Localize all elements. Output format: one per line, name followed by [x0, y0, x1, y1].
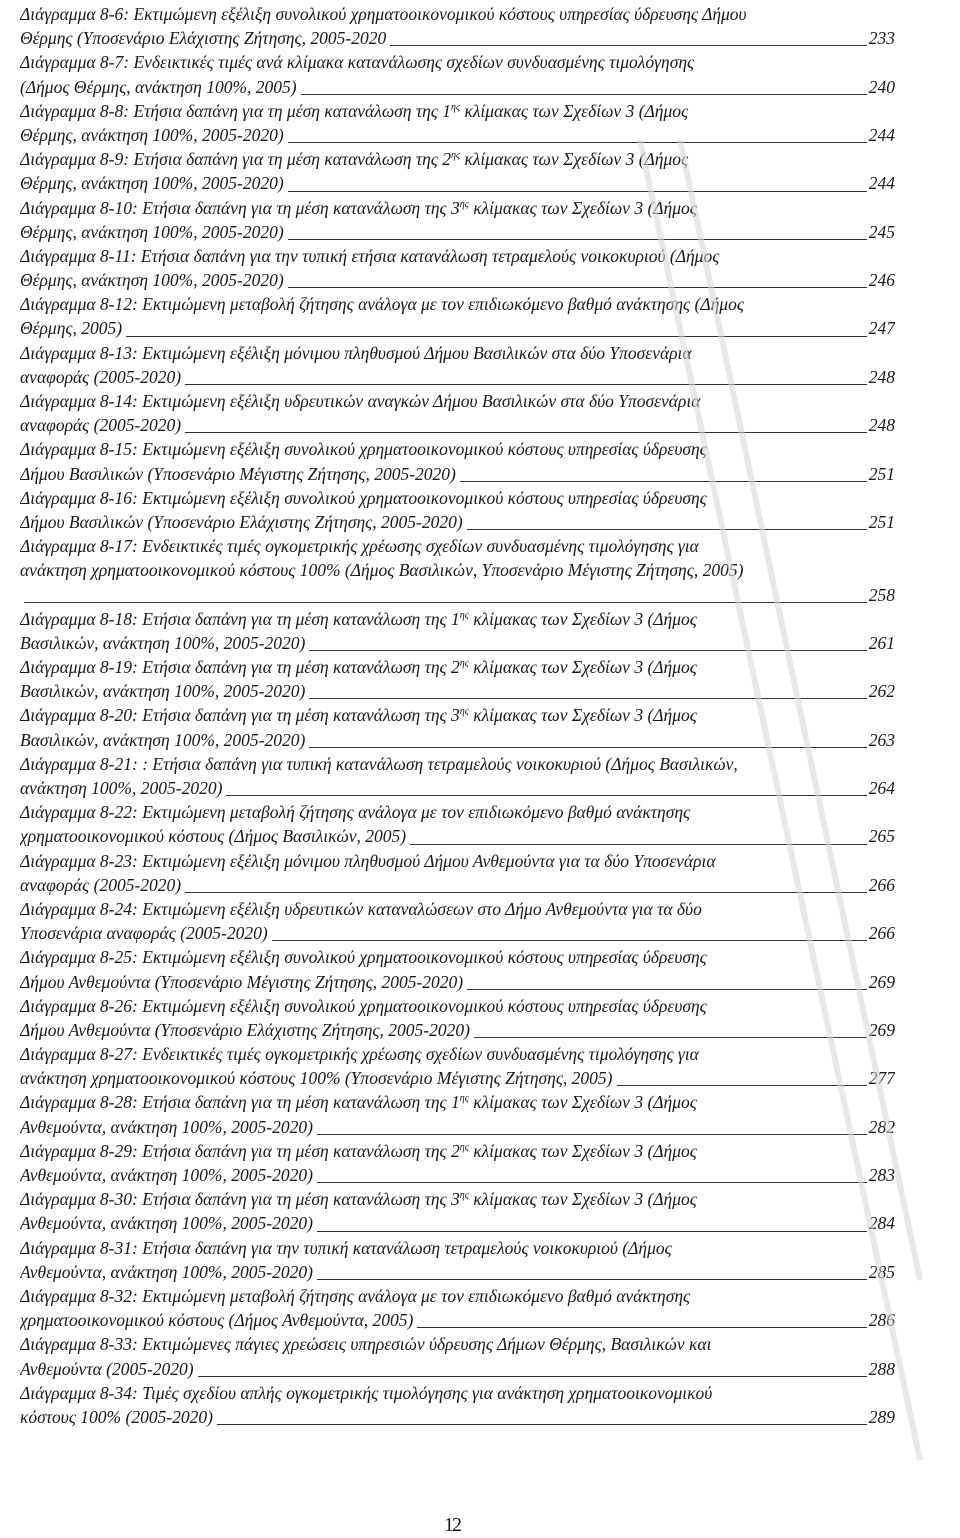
toc-entry-text: Ανθεμούντα, ανάκτηση 100%, 2005-2020) [20, 1116, 313, 1137]
toc-entry[interactable] [20, 196, 895, 244]
toc-entry-text: Διάγραμμα 8-31: Ετήσια δαπάνη για την τυπική κατανάλωση τετραμελούς νοικοκυριού (Δήμος [20, 1237, 672, 1258]
toc-page-number: 277 [868, 1068, 895, 1089]
toc-entry-text: Δήμου Ανθεμούντα (Υποσενάριο Ελάχιστης Ζήτησης, 2005-2020) [20, 1019, 470, 1040]
leader-line [617, 1085, 867, 1086]
toc-entry-text: Ανθεμούντα, ανάκτηση 100%, 2005-2020) [20, 1165, 313, 1185]
leader-line [288, 239, 867, 240]
toc-entry-text: (Δήμος Θέρμης, ανάκτηση 100%, 2005) [20, 76, 297, 97]
toc-entry-text: Θέρμης, ανάκτηση 100%, 2005-2020) [20, 124, 284, 145]
toc-entry[interactable] [20, 607, 895, 655]
toc-entry-text: Διάγραμμα 8-8: Ετήσια δαπάνη για τη μέση κατανάλωση της 1 [20, 100, 452, 121]
toc-entry-last-line [20, 1260, 895, 1284]
ordinal-superscript: ης [459, 658, 469, 670]
toc-entry-last-line [20, 873, 895, 897]
toc-entry-text: Διάγραμμα 8-11: Ετήσια δαπάνη για την τυπική ετήσια κατανάλωση τετραμελούς νοικοκυριού (Δήμος [20, 245, 720, 266]
toc-entry[interactable] [20, 1042, 895, 1090]
toc-entry[interactable] [20, 244, 895, 292]
toc-entry-last-line [20, 462, 895, 486]
toc-entry-text: Δήμου Βασιλικών (Υποσενάριο Μέγιστης Ζήτησης, 2005-2020) [20, 463, 456, 484]
toc-entry-last-line [20, 1405, 895, 1429]
toc-page-number: 288 [868, 1358, 895, 1379]
toc-entry-line [20, 703, 895, 727]
toc-entry[interactable] [20, 994, 895, 1042]
leader-line [309, 698, 866, 699]
leader-line [467, 529, 867, 530]
toc-entry-last-line [20, 268, 895, 292]
toc-page-number: 262 [868, 681, 895, 702]
leader-line [272, 940, 867, 941]
toc-entry-last-line [20, 1018, 895, 1042]
toc-entry[interactable] [20, 437, 895, 485]
toc-entry[interactable] [20, 1381, 895, 1429]
toc-entry-text: αναφοράς (2005-2020) [20, 415, 182, 436]
toc-page-number: 289 [868, 1406, 895, 1427]
toc-entry-text: Διάγραμμα 8-26: Εκτιμώμενη εξέλιξη συνολικού χρηματοοικονομικού κόστους υπηρεσίας ύδρευσης [20, 995, 707, 1016]
toc-entry[interactable] [20, 99, 895, 147]
toc-entry-text: Διάγραμμα 8-30: Ετήσια δαπάνη για τη μέση κατανάλωση της 3 [20, 1189, 460, 1210]
toc-page-number: 282 [868, 1116, 895, 1137]
ordinal-superscript: ης [459, 1190, 469, 1202]
ordinal-superscript: ης [459, 1093, 469, 1105]
toc-entry-text-cont: κλίμακας των Σχεδίων 3 (Δήμος [468, 608, 697, 629]
toc-entry-text: Δήμου Ανθεμούντα (Υποσενάριο Μέγιστης Ζήτησης, 2005-2020) [20, 971, 464, 992]
toc-entry-line [20, 147, 895, 171]
toc-entry-last-line [20, 679, 895, 703]
toc-entry-last-line [20, 1163, 895, 1187]
toc-entry[interactable] [20, 1187, 895, 1235]
leader-line [226, 795, 866, 796]
toc-entry-last-line [20, 1308, 895, 1332]
toc-entry-text: Διάγραμμα 8-29: Ετήσια δαπάνη για τη μέση κατανάλωση της 2 [20, 1140, 460, 1161]
toc-entry[interactable] [20, 1090, 895, 1138]
toc-entry-last-line [20, 510, 895, 534]
toc-entry-last-line [20, 1066, 895, 1090]
toc-entry-last-line [20, 413, 895, 437]
toc-page-number: 240 [868, 76, 895, 97]
toc-entry-text: Διάγραμμα 8-25: Εκτιμώμενη εξέλιξη συνολικού χρηματοοικονομικού κόστους υπηρεσίας ύδρευσης [20, 947, 707, 968]
toc-entry-text: ανάκτηση χρηματοοικονομικού κόστους 100% (Δήμος Βασιλικών, Υποσενάριο Μέγιστης Ζήτησης, 2005) [20, 560, 744, 581]
leader-line [126, 336, 867, 337]
toc-page-number: 284 [868, 1213, 895, 1234]
ordinal-superscript: ης [459, 1141, 469, 1153]
toc-page-number: 266 [868, 923, 895, 944]
leader-line [185, 432, 867, 433]
toc-entry-last-line [20, 171, 895, 195]
toc-entry-text: ανάκτηση χρηματοοικονομικού κόστους 100% (Υποσενάριο Μέγιστης Ζήτησης, 2005) [20, 1068, 613, 1089]
toc-entry-last-line [20, 1211, 895, 1235]
toc-entry[interactable] [20, 655, 895, 703]
toc-entry-text: Διάγραμμα 8-28: Ετήσια δαπάνη για τη μέση κατανάλωση της 1 [20, 1092, 460, 1113]
toc-entry-text: Υποσενάρια αναφοράς (2005-2020) [20, 923, 268, 944]
toc-page-number: 269 [868, 1019, 895, 1040]
toc-entry-line [20, 1042, 895, 1066]
toc-entry[interactable] [20, 1236, 895, 1284]
toc-entry-text: Θέρμης (Υποσενάριο Ελάχιστης Ζήτησης, 2005-2020 [20, 28, 387, 49]
toc-entry-text: Διάγραμμα 8-10: Ετήσια δαπάνη για τη μέση κατανάλωση της 3 [20, 197, 460, 218]
toc-entry-line [20, 1381, 895, 1405]
toc-entry-line [20, 800, 895, 824]
toc-entry-text: Διάγραμμα 8-34: Τιμές σχεδίου απλής ογκομετρικής τιμολόγησης για ανάκτηση χρηματοοικονομικού [20, 1382, 713, 1403]
toc-entry-line [20, 1090, 895, 1114]
toc-page-number: 285 [868, 1261, 895, 1282]
toc-entry-last-line [20, 728, 895, 752]
toc-entry-text-cont: κλίμακας των Σχεδίων 3 (Δήμος [468, 197, 697, 218]
toc-page-number: 248 [868, 366, 895, 387]
toc-entry-line [20, 1332, 895, 1356]
toc-entry-text: Ανθεμούντα, ανάκτηση 100%, 2005-2020) [20, 1261, 313, 1282]
toc-entry-text: Διάγραμμα 8-33: Εκτιμώμενες πάγιες χρεώσεις υπηρεσιών ύδρευσης Δήμων Θέρμης, Βασιλικών και [20, 1334, 712, 1355]
leader-line [460, 481, 867, 482]
toc-entry-text: χρηματοοικονομικού κόστους (Δήμος Βασιλικών, 2005) [20, 826, 407, 847]
toc-entry-text: Διάγραμμα 8-24: Εκτιμώμενη εξέλιξη υδρευτικών καταναλώσεων στο Δήμο Ανθεμούντα για τα δύο [20, 898, 702, 919]
toc-entry[interactable] [20, 1284, 895, 1332]
leader-line [301, 94, 867, 95]
toc-entry-line [20, 655, 895, 679]
toc-entry-line [20, 945, 895, 969]
toc-entry-text: Διάγραμμα 8-9: Ετήσια δαπάνη για τη μέση κατανάλωση της 2 [20, 149, 452, 170]
toc-entry-last-line [20, 970, 895, 994]
toc-page-number: 245 [868, 221, 895, 242]
toc-entry[interactable] [20, 2, 895, 50]
toc-entry[interactable] [20, 849, 895, 897]
toc-page-number: 246 [868, 270, 895, 291]
list-of-figures [20, 2, 895, 1429]
toc-entry-text: Βασιλικών, ανάκτηση 100%, 2005-2020) [20, 632, 306, 653]
toc-entry-line [20, 897, 895, 921]
leader-line [288, 287, 867, 288]
toc-entry-line [20, 1284, 895, 1308]
toc-entry[interactable] [20, 752, 895, 800]
page-number: 12 [444, 1514, 460, 1536]
toc-entry-text: Διάγραμμα 8-23: Εκτιμώμενη εξέλιξη μόνιμου πληθυσμού Δήμου Ανθεμούντα για τα δύο Υποσενάρια [20, 850, 716, 871]
toc-entry-text: Διάγραμμα 8-6: Εκτιμώμενη εξέλιξη συνολικού χρηματοοικονομικού κόστους υπηρεσίας ύδρευσης Δήμου [20, 4, 747, 24]
toc-entry-line [20, 558, 895, 582]
toc-page-number: 286 [868, 1310, 895, 1331]
toc-page-number: 283 [868, 1165, 895, 1185]
toc-entry-line [20, 2, 895, 26]
toc-page-number: 244 [868, 124, 895, 145]
toc-entry-text: Διάγραμμα 8-17: Ενδεικτικές τιμές ογκομετρικής χρέωσης σχεδίων συνδυασμένης τιμολόγησης για [20, 536, 699, 557]
toc-entry-line [20, 50, 895, 74]
toc-entry-text: ανάκτηση 100%, 2005-2020) [20, 778, 223, 798]
toc-entry[interactable] [20, 1332, 895, 1380]
toc-page-number: 247 [868, 318, 895, 339]
toc-entry-text-cont: κλίμακας των Σχεδίων 3 (Δήμος [460, 149, 689, 170]
toc-entry[interactable] [20, 897, 895, 945]
toc-entry[interactable] [20, 800, 895, 848]
leader-line [410, 844, 867, 845]
toc-entry-last-line [20, 776, 895, 800]
leader-line [198, 1376, 867, 1377]
toc-entry-line [20, 607, 895, 631]
toc-page-number: 266 [868, 874, 895, 895]
toc-entry-last-line [20, 1115, 895, 1139]
leader-line [317, 1182, 867, 1183]
toc-entry-text: Διάγραμμα 8-7: Ενδεικτικές τιμές ανά κλίμακα κατανάλωσης σχεδίων συνδυασμένης τιμολόγησης [20, 52, 695, 73]
toc-entry-text: Διάγραμμα 8-27: Ενδεικτικές τιμές ογκομετρικής χρέωσης σχεδίων συνδυασμένης τιμολόγησης για [20, 1044, 699, 1065]
toc-entry-line [20, 341, 895, 365]
toc-entry-text: Θέρμης, ανάκτηση 100%, 2005-2020) [20, 270, 284, 291]
toc-entry-line [20, 1187, 895, 1211]
toc-entry[interactable] [20, 50, 895, 98]
toc-entry-last-line [20, 824, 895, 848]
toc-entry-text: Διάγραμμα 8-13: Εκτιμώμενη εξέλιξη μόνιμου πληθυσμού Δήμου Βασιλικών στα δύο Υποσενάρια [20, 342, 692, 363]
toc-entry-last-line [20, 123, 895, 147]
toc-entry-text: αναφοράς (2005-2020) [20, 874, 182, 895]
toc-entry-text: Δήμου Βασιλικών (Υποσενάριο Ελάχιστης Ζήτησης, 2005-2020) [20, 511, 463, 532]
toc-entry-last-line [20, 75, 895, 99]
toc-entry-text: Ανθεμούντα, ανάκτηση 100%, 2005-2020) [20, 1213, 313, 1234]
toc-entry-line [20, 486, 895, 510]
toc-entry-text: Διάγραμμα 8-21: : Ετήσια δαπάνη για τυπική κατανάλωση τετραμελούς νοικοκυριού (Δήμος Βασιλικών, [20, 753, 738, 774]
toc-entry-text-cont: κλίμακας των Σχεδίων 3 (Δήμος [468, 1140, 697, 1161]
toc-entry[interactable] [20, 534, 895, 607]
toc-entry-line [20, 437, 895, 461]
ordinal-superscript: ης [459, 198, 469, 210]
toc-entry-text-cont: κλίμακας των Σχεδίων 3 (Δήμος [468, 705, 697, 726]
toc-entry-text: Διάγραμμα 8-22: Εκτιμώμενη μεταβολή ζήτησης ανάλογα με τον επιδιωκόμενο βαθμό ανάκτησης [20, 802, 691, 823]
toc-entry-line [20, 1139, 895, 1163]
toc-entry-text: Διάγραμμα 8-32: Εκτιμώμενη μεταβολή ζήτησης ανάλογα με τον επιδιωκόμενο βαθμό ανάκτησης [20, 1285, 691, 1306]
toc-entry-text: Διάγραμμα 8-16: Εκτιμώμενη εξέλιξη συνολικού χρηματοοικονομικού κόστους υπηρεσίας ύδρευσης [20, 487, 707, 508]
toc-entry[interactable] [20, 292, 895, 340]
toc-entry-line [20, 752, 895, 776]
leader-line [185, 892, 867, 893]
toc-entry-text: Βασιλικών, ανάκτηση 100%, 2005-2020) [20, 729, 306, 750]
leader-line [288, 142, 867, 143]
leader-line [317, 1231, 867, 1232]
toc-entry-last-line [20, 316, 895, 340]
toc-entry-text: Διάγραμμα 8-20: Ετήσια δαπάνη για τη μέση κατανάλωση της 3 [20, 705, 460, 726]
toc-entry-text: Διάγραμμα 8-19: Ετήσια δαπάνη για τη μέση κατανάλωση της 2 [20, 657, 460, 678]
toc-entry-last-line [20, 631, 895, 655]
toc-entry-text: Θέρμης, ανάκτηση 100%, 2005-2020) [20, 221, 284, 242]
toc-entry-text: κόστους 100% (2005-2020) [20, 1406, 213, 1427]
toc-entry[interactable] [20, 341, 895, 389]
toc-page-number: 265 [868, 826, 895, 847]
leader-line [288, 191, 867, 192]
leader-line [317, 1279, 867, 1280]
toc-page-number: 244 [868, 173, 895, 194]
ordinal-superscript: ης [459, 609, 469, 621]
toc-entry-text-cont: κλίμακας των Σχεδίων 3 (Δήμος [468, 657, 697, 678]
toc-entry-last-line [20, 921, 895, 945]
toc-entry-text-cont: κλίμακας των Σχεδίων 3 (Δήμος [460, 100, 689, 121]
toc-entry-text-cont: κλίμακας των Σχεδίων 3 (Δήμος [468, 1092, 697, 1113]
toc-page-number: 261 [868, 632, 895, 653]
toc-page-number: 269 [868, 971, 895, 992]
ordinal-superscript: ης [459, 706, 469, 718]
toc-entry-last-line [20, 583, 895, 607]
toc-page-number: 248 [868, 415, 895, 436]
leader-line [467, 989, 867, 990]
toc-entry-line [20, 1236, 895, 1260]
toc-page-number: 233 [868, 28, 895, 49]
leader-line [417, 1327, 866, 1328]
toc-page-number: 263 [868, 729, 895, 750]
leader-line [317, 1134, 867, 1135]
toc-page-number: 251 [868, 463, 895, 484]
toc-entry-text-cont: κλίμακας των Σχεδίων 3 (Δήμος [468, 1189, 697, 1210]
leader-line [390, 45, 867, 46]
ordinal-superscript: ης [451, 150, 461, 162]
leader-line [24, 602, 867, 603]
toc-page-number: 251 [868, 511, 895, 532]
toc-entry-text: Διάγραμμα 8-12: Εκτιμώμενη μεταβολή ζήτησης ανάλογα με τον επιδιωκόμενο βαθμό ανάκτησης (Δήμος [20, 294, 744, 315]
toc-entry-line [20, 534, 895, 558]
leader-line [474, 1037, 867, 1038]
toc-entry-line [20, 292, 895, 316]
toc-page-number: 264 [868, 778, 895, 798]
toc-entry-text: Βασιλικών, ανάκτηση 100%, 2005-2020) [20, 681, 306, 702]
leader-line [309, 650, 866, 651]
toc-entry-text: Διάγραμμα 8-14: Εκτιμώμενη εξέλιξη υδρευτικών αναγκών Δήμου Βασιλικών στα δύο Υποσενάρια [20, 391, 701, 411]
toc-entry-line [20, 244, 895, 268]
toc-entry-last-line [20, 1357, 895, 1381]
toc-entry[interactable] [20, 945, 895, 993]
leader-line [217, 1424, 867, 1425]
leader-line [185, 384, 867, 385]
toc-entry[interactable] [20, 147, 895, 195]
toc-entry-line [20, 196, 895, 220]
ordinal-superscript: ης [451, 101, 461, 113]
toc-entry-text: Διάγραμμα 8-15: Εκτιμώμενη εξέλιξη συνολικού χρηματοοικονομικού κόστους υπηρεσίας ύδρευσης [20, 439, 707, 460]
toc-entry[interactable] [20, 1139, 895, 1187]
toc-entry-text: Θέρμης, ανάκτηση 100%, 2005-2020) [20, 173, 284, 194]
toc-entry[interactable] [20, 703, 895, 751]
leader-line [309, 747, 866, 748]
toc-entry-last-line [20, 365, 895, 389]
toc-entry[interactable] [20, 486, 895, 534]
toc-entry[interactable] [20, 389, 895, 437]
toc-entry-last-line [20, 26, 895, 50]
toc-entry-line [20, 994, 895, 1018]
toc-entry-text: Ανθεμούντα (2005-2020) [20, 1358, 194, 1379]
toc-entry-line [20, 99, 895, 123]
toc-entry-text: Διάγραμμα 8-18: Ετήσια δαπάνη για τη μέση κατανάλωση της 1 [20, 608, 460, 629]
toc-entry-last-line [20, 220, 895, 244]
toc-entry-text: χρηματοοικονομικού κόστους (Δήμος Ανθεμούντα, 2005) [20, 1310, 414, 1331]
toc-entry-text: Θέρμης, 2005) [20, 318, 123, 339]
toc-entry-text: αναφοράς (2005-2020) [20, 366, 182, 387]
toc-entry-line [20, 849, 895, 873]
toc-entry-line [20, 389, 895, 413]
toc-page-number: 258 [868, 584, 895, 605]
